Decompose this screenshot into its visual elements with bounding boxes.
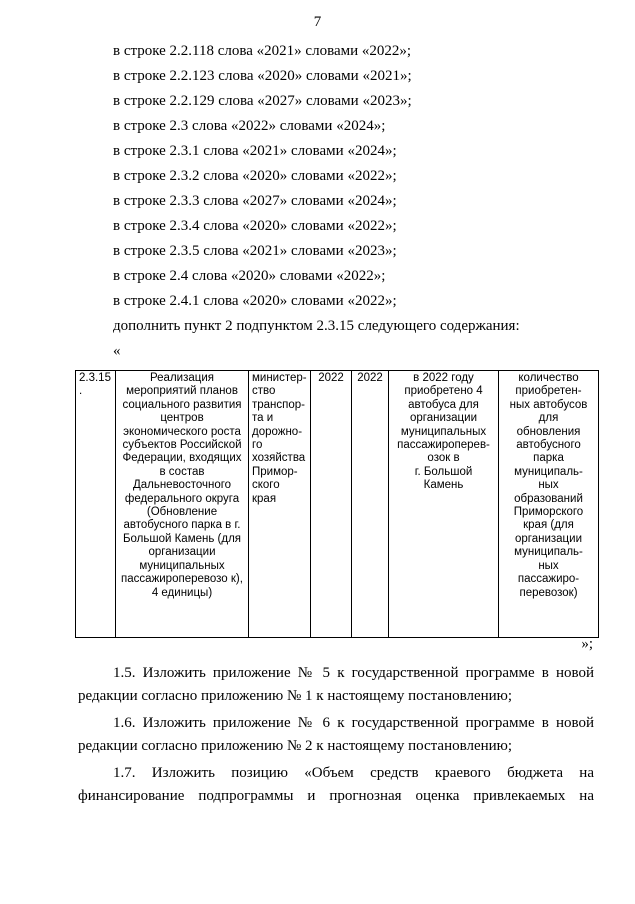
paragraph-first-line: 1.5. Изложить приложение № 5 к государственной программе в новой: [113, 665, 594, 681]
paragraph-rest: финансирование подпрограммы и прогнозная оценка привлекаемых на: [78, 788, 594, 804]
amendment-line: в строке 2.4 слова «2020» словами «2022»;: [113, 268, 386, 284]
paragraph: [78, 762, 594, 808]
amendment-line: в строке 2.3.3 слова «2027» словами «2024»;: [113, 193, 397, 209]
close-quote: »;: [581, 636, 593, 652]
amendment-line: в строке 2.3.5 слова «2021» словами «2023»;: [113, 243, 397, 259]
page-number: 7: [313, 14, 322, 30]
paragraph: [78, 712, 594, 758]
amendment-line: в строке 2.3.4 слова «2020» словами «2022»;: [113, 218, 397, 234]
inserted-table: [75, 370, 599, 638]
paragraph-first-line: 1.6. Изложить приложение № 6 к государственной программе в новой: [113, 715, 594, 731]
cell-year-start: 2022: [311, 371, 352, 638]
cell-number: 2.3.15 .: [76, 371, 116, 638]
amendment-line: в строке 2.3.2 слова «2020» словами «2022»;: [113, 168, 397, 184]
amendment-line: в строке 2.2.123 слова «2020» словами «2021»;: [113, 68, 412, 84]
open-quote: «: [113, 343, 121, 359]
amendment-line: в строке 2.3.1 слова «2021» словами «2024»;: [113, 143, 397, 159]
cell-result: в 2022 году приобретено 4 автобуса для организации муниципальных пассажироперев- озок в г. Большой Камень: [389, 371, 499, 638]
cell-indicator: количество приобретен- ных автобусов для обновления автобусного парка муниципаль- ных образований Приморского края (для организации муниципаль- ных пассажиро- перевозок): [499, 371, 599, 638]
amendment-line: дополнить пункт 2 подпунктом 2.3.15 следующего содержания:: [113, 318, 520, 334]
paragraph-rest: редакции согласно приложению № 2 к настоящему постановлению;: [78, 738, 513, 754]
cell-year-end: 2022: [352, 371, 389, 638]
cell-executor: министер- ство транспор- та и дорожно- го хозяйства Примор- ского края: [249, 371, 311, 638]
amendment-line: в строке 2.3 слова «2022» словами «2024»;: [113, 118, 386, 134]
paragraph-rest: редакции согласно приложению № 1 к настоящему постановлению;: [78, 688, 513, 704]
amendment-line: в строке 2.4.1 слова «2020» словами «2022»;: [113, 293, 397, 309]
amendment-line: в строке 2.2.118 слова «2021» словами «2022»;: [113, 43, 412, 59]
paragraph: [78, 662, 594, 708]
amendment-line: в строке 2.2.129 слова «2027» словами «2023»;: [113, 93, 412, 109]
paragraph-first-line: 1.7. Изложить позицию «Объем средств краевого бюджета на: [113, 765, 594, 781]
cell-event: Реализация мероприятий планов социального развития центров экономического роста субъектов Российской Федерации, входящих в состав Дальневосточного федерального округа (Обновление автобусного парка в г. Большой Камень (для организации муниципальных пассажироперевозо к), 4 единицы): [116, 371, 249, 638]
table-row: [76, 371, 599, 638]
